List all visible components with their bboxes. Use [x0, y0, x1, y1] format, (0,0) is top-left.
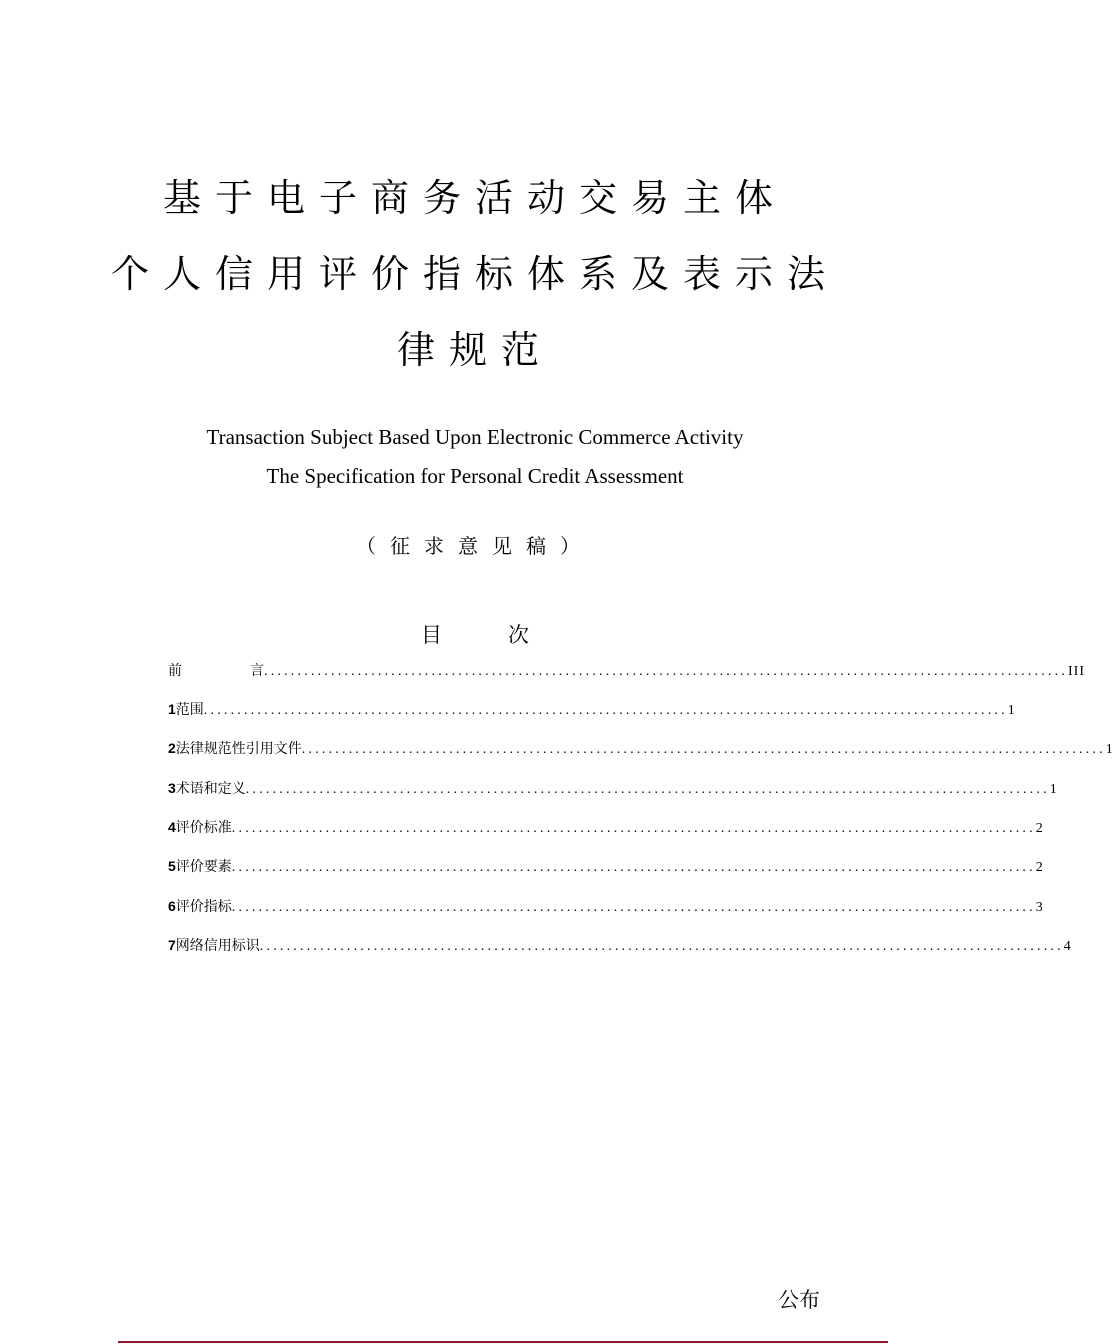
bottom-rule — [118, 1341, 888, 1343]
toc-foreword-left: 前 — [168, 663, 182, 679]
toc-leader-dots: ........................................................................................................................ — [231, 820, 1036, 836]
toc-row[interactable] — [168, 935, 1072, 957]
toc-leader-dots: ........................................................................................................................ — [259, 938, 1064, 954]
toc-row[interactable] — [168, 738, 1114, 760]
toc-item-number: 4 — [168, 818, 176, 835]
toc-item-number: 7 — [168, 936, 176, 953]
toc-foreword-right: 言 — [250, 663, 264, 679]
toc-foreword-label — [168, 660, 264, 680]
english-title-line-1: Transaction Subject Based Upon Electronic Commerce Activity — [206, 425, 744, 449]
toc-item-label: 范围 — [175, 702, 204, 718]
toc-item-label: 评价指标 — [175, 898, 232, 915]
draft-label: （征求意见稿） — [356, 534, 594, 558]
toc-row[interactable] — [168, 896, 1044, 918]
toc-item-number: 2 — [168, 740, 176, 757]
toc-page-number: 1 — [1049, 781, 1058, 797]
title-line-2: 个人信用评价指标体系及表示法 — [110, 252, 839, 296]
title-line-3: 律规范 — [396, 328, 553, 372]
toc-heading-right: 次 — [508, 623, 529, 647]
toc-leader-dots: ........................................................................................................................ — [264, 664, 1068, 679]
english-title-line-2: The Specification for Personal Credit Assessment — [266, 464, 684, 488]
toc-item-number: 6 — [168, 897, 176, 914]
toc-leader-dots: ........................................................................................................................ — [203, 703, 1008, 718]
toc-page-number: III — [1068, 664, 1085, 679]
toc-item-label: 法律规范性引用文件 — [175, 741, 302, 758]
toc-heading — [0, 619, 950, 649]
toc-leader-dots: ........................................................................................................................ — [245, 781, 1050, 797]
toc-item-number: 3 — [168, 779, 176, 796]
toc-row[interactable] — [168, 699, 1016, 721]
toc-item-label: 评价要素 — [175, 859, 232, 876]
toc-item-number: 5 — [168, 858, 176, 875]
toc-leader-dots: ........................................................................................................................ — [231, 860, 1036, 876]
toc-row-foreword[interactable] — [168, 660, 1085, 682]
toc-row[interactable] — [168, 778, 1058, 800]
toc-row[interactable] — [168, 856, 1044, 878]
toc-page-number: 1 — [1007, 703, 1016, 718]
toc-row[interactable] — [168, 817, 1044, 839]
toc-item-label: 网络信用标识 — [175, 937, 260, 954]
toc-item-label: 评价标准 — [175, 819, 232, 836]
publish-label: 公布 — [778, 1288, 820, 1312]
toc-page-number: 2 — [1035, 820, 1044, 836]
toc-page-number: 4 — [1063, 938, 1072, 954]
toc-page-number: 1 — [1105, 742, 1114, 758]
toc-item-number: 1 — [168, 701, 176, 717]
title-line-1: 基于电子商务活动交易主体 — [162, 176, 787, 220]
toc-page-number: 2 — [1035, 860, 1044, 876]
toc-leader-dots: ........................................................................................................................ — [301, 742, 1106, 758]
toc-item-label: 术语和定义 — [175, 780, 246, 797]
toc-leader-dots: ........................................................................................................................ — [231, 899, 1036, 915]
toc-page-number: 3 — [1035, 899, 1044, 915]
toc-heading-left: 目 — [421, 623, 442, 647]
